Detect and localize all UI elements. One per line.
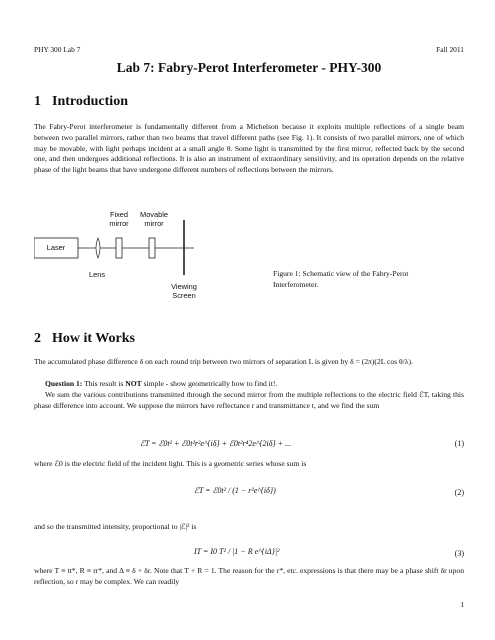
lens-label: Lens: [88, 270, 106, 279]
how-paragraph-sum: We sum the various contributions transmitted through the second mirror from the multiple reflections to the electric field ℰT, taking this phase difference into account. We suppose the mirrors have reflectance r and transmittance t, and we find the sum: [34, 390, 464, 410]
question-emphasis: NOT: [125, 379, 142, 388]
page-number: 1: [460, 600, 464, 609]
paper-page: [34, 0, 464, 640]
question-1: [34, 379, 464, 390]
equation-2: [34, 486, 464, 512]
header-term: Fall 2011: [436, 45, 464, 54]
section-number: 2: [34, 331, 41, 346]
fixed-mirror-shape: [116, 238, 122, 258]
fixed-mirror-label: Fixed mirror: [109, 210, 129, 228]
fabry-perot-schematic-drawing: [34, 207, 464, 307]
section-title: How it Works: [52, 331, 135, 346]
question-text-b: simple - show geometrically how to find it!.: [141, 379, 278, 388]
question-label: Question 1:: [45, 379, 83, 388]
section-heading-how-it-works: [34, 331, 135, 347]
equation-3-number: (3): [454, 549, 464, 558]
equation-3-body: IT = I0 T² / |1 − R e^{iΔ}|²: [194, 547, 280, 556]
page-title: Lab 7: Fabry-Perot Interferometer - PHY-300: [116, 60, 382, 75]
equation-1-number: (1): [454, 439, 464, 448]
intro-paragraph: The Fabry-Perot interferometer is fundamentally different from a Michelson because it exploits multiple reflections of a single beam between two parallel mirrors, rather than two beams that travel different paths (see Fig. 1). It consists of two parallel mirrors, one of which may be movable, with light perhaps incident at a small angle θ. Some light is transmitted by the first mirror, reflected back by the second one, and then undergoes additional reflections. It is also an instrument of extraordinary sensitivity, and its operation depends on the relative phase of the light beams that have undergone different numbers of reflections between the mirrors.: [34, 122, 464, 175]
viewing-screen-label: Viewing Screen: [171, 282, 197, 300]
running-header: [34, 45, 464, 54]
laser-label: Laser: [46, 243, 66, 252]
lens-shape: [96, 238, 100, 258]
question-text-a: This result is: [82, 379, 126, 388]
equation-1: [34, 439, 464, 451]
how-paragraph-intensity: and so the transmitted intensity, proportional to |ℰ|² is: [34, 522, 197, 531]
movable-mirror-label: Movable mirror: [140, 210, 168, 228]
how-paragraph-phase: The accumulated phase difference δ on each round trip between two mirrors of separation L is given by δ = (2π)(2L cos θ/λ).: [34, 357, 413, 366]
figure-1-schematic: [34, 207, 464, 307]
how-paragraph-definitions: where T ≡ tt*, R ≡ rr*, and Δ ≡ δ + δr. Note that T + R = 1. The reason for the r*, etc. expressions is that there may be a phase shift δr upon reflection, so r may be complex. We can readily: [34, 566, 464, 586]
header-course: PHY 300 Lab 7: [34, 45, 81, 54]
movable-mirror-shape: [149, 238, 155, 258]
equation-1-body: ℰT = ℰ0t² + ℰ0t²r²e^{iδ} + ℰ0t²r⁴2e^{2iδ} + ...: [140, 439, 292, 448]
equation-2-body: ℰT = ℰ0t² / (1 − r²e^{iδ}): [194, 486, 276, 495]
how-paragraph-field: where ℰ0 is the electric field of the incident light. This is a geometric series whose sum is: [34, 459, 307, 468]
section-number: 1: [34, 94, 41, 109]
section-heading-introduction: [34, 94, 128, 110]
figure-caption: Figure 1: Schematic view of the Fabry-Perot Interferometer.: [273, 269, 409, 289]
equation-2-number: (2): [454, 488, 464, 497]
section-title: Introduction: [52, 94, 128, 109]
